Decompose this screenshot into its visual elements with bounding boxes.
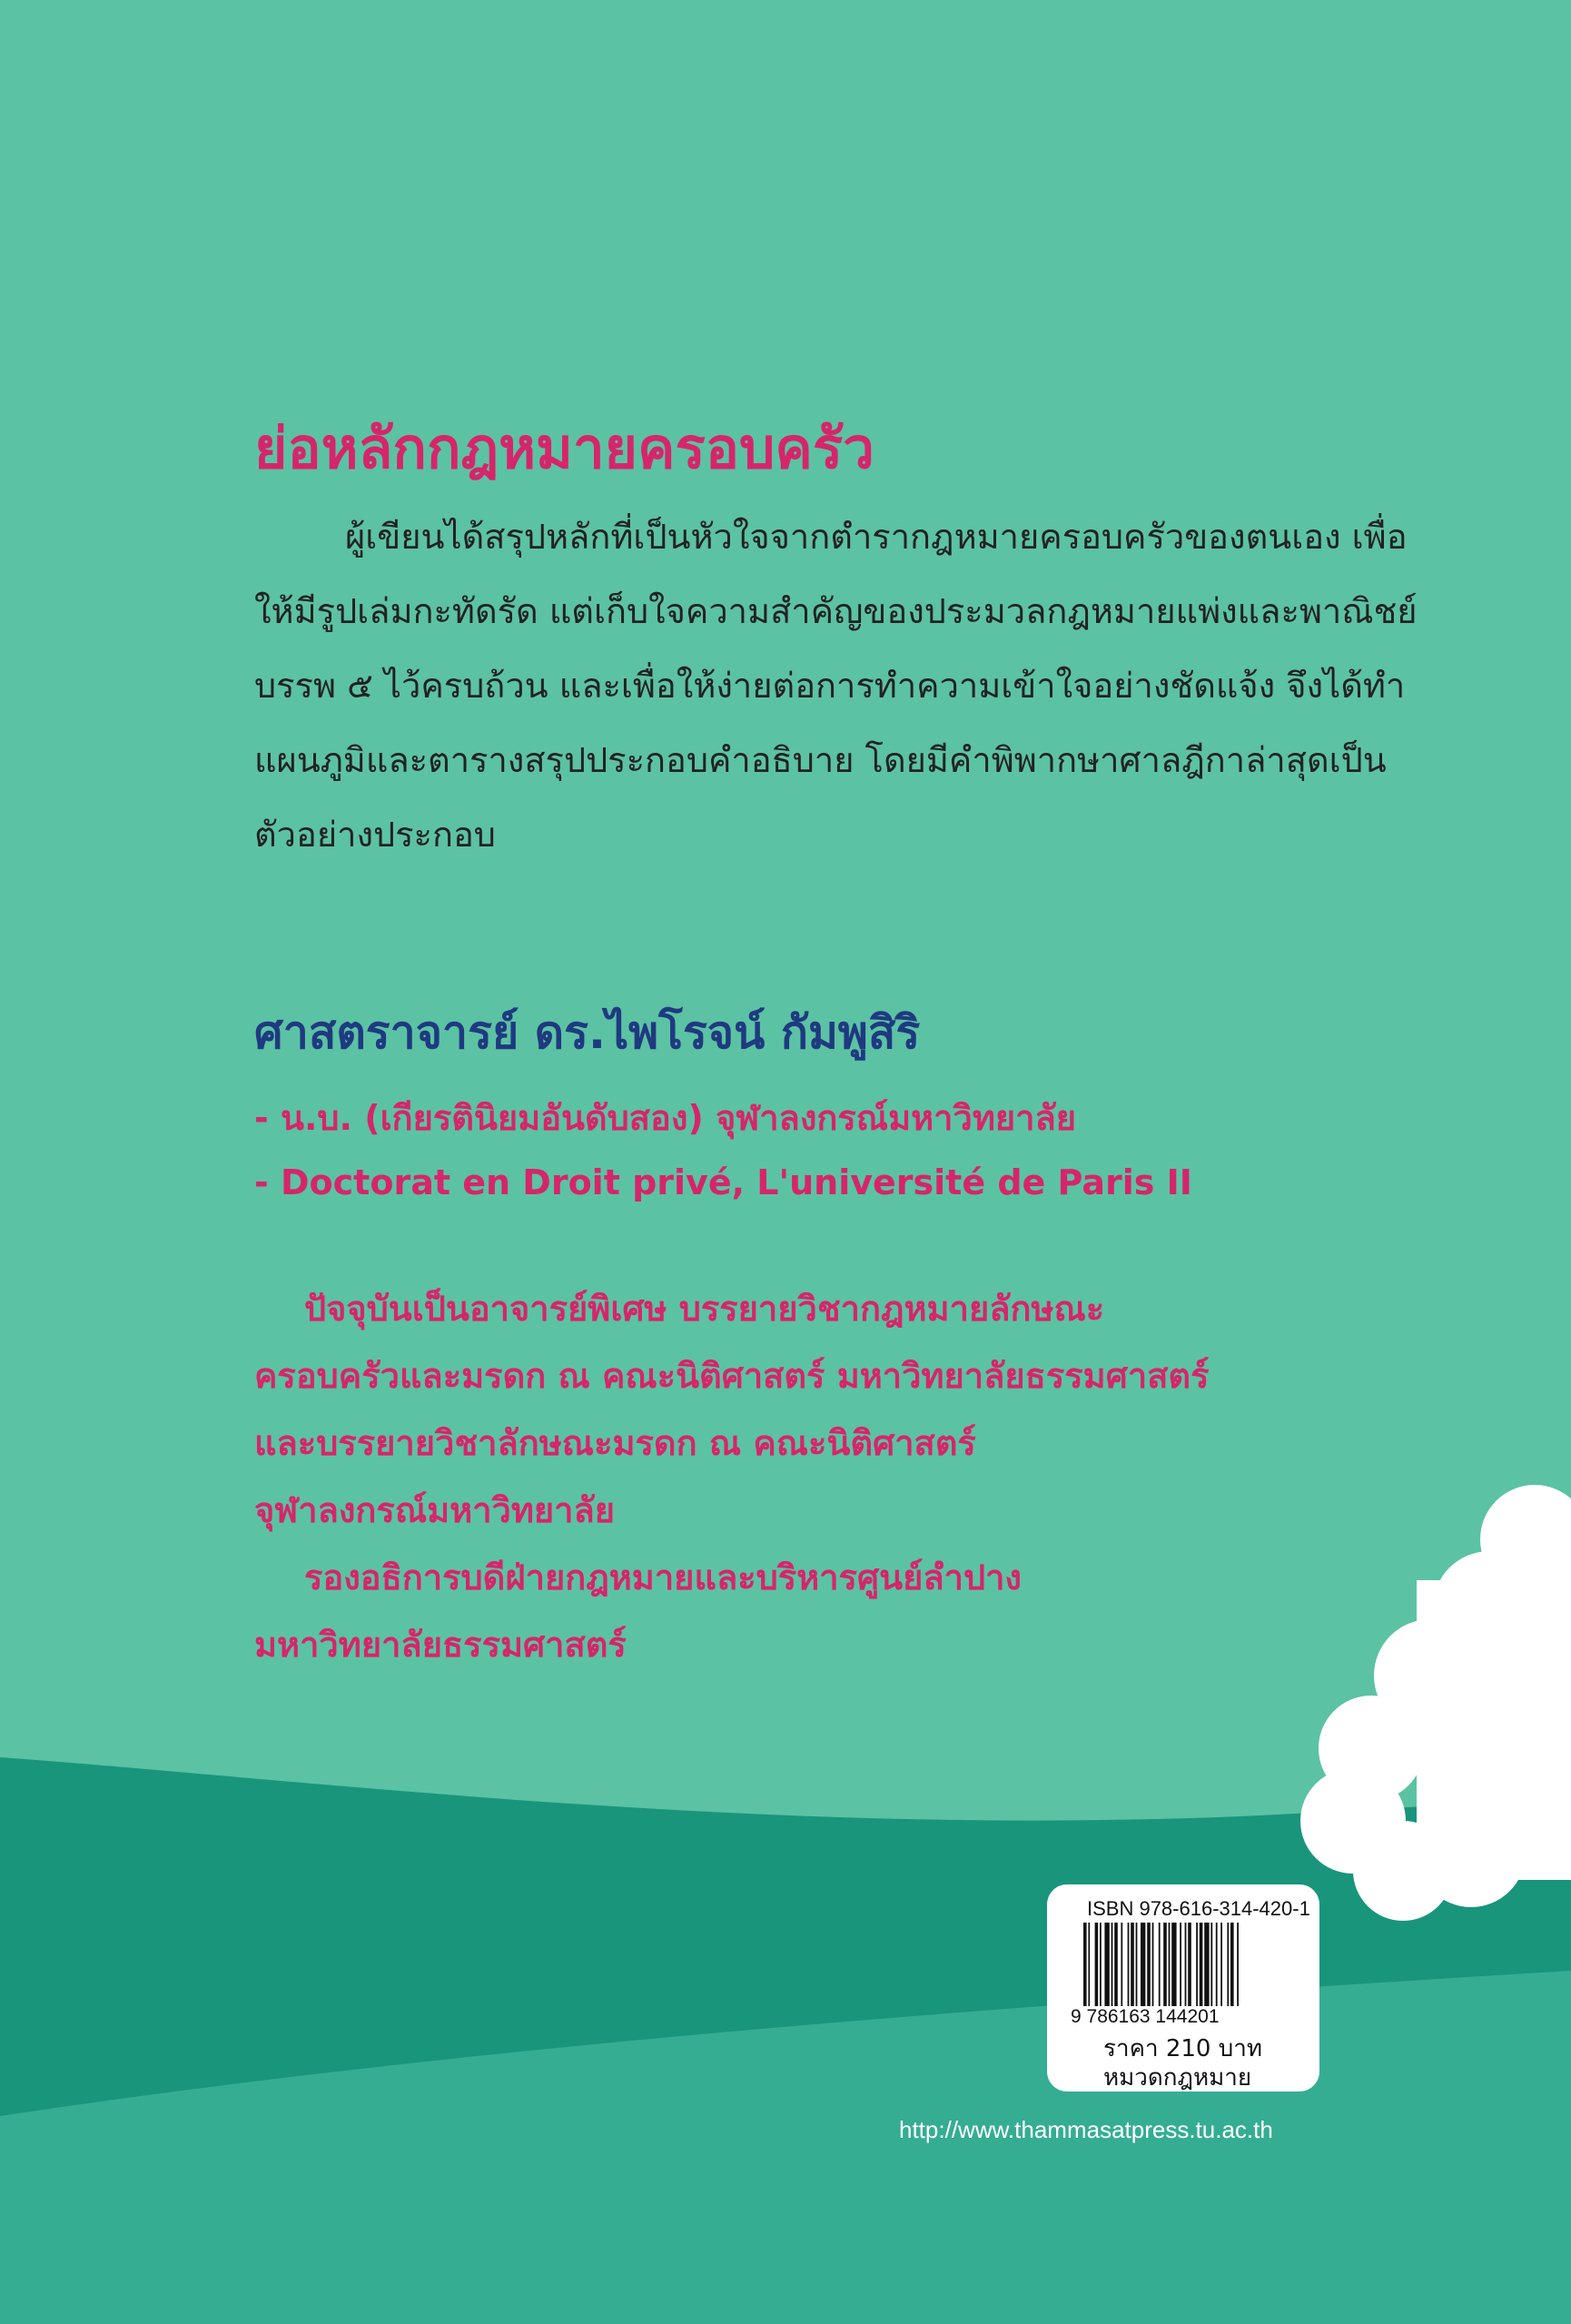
barcode-bar bbox=[1163, 1923, 1167, 2006]
description-line: บรรพ ๕ ไว้ครบถ้วน และเพื่อให้ง่ายต่อการทำความเข้าใจอย่างชัดแจ้ง จึงได้ทำ bbox=[254, 666, 1406, 706]
barcode-bar bbox=[1083, 1923, 1087, 2006]
barcode-bar bbox=[1171, 1923, 1176, 2006]
barcode-bar bbox=[1196, 1923, 1198, 2006]
bio-line: และบรรยายวิชาลักษณะมรดก ณ คณะนิติศาสตร์ bbox=[254, 1423, 976, 1463]
barcode-bar bbox=[1237, 1923, 1239, 2006]
description-line: แผนภูมิและตารางสรุปประกอบคำอธิบาย โดยมีคำพิพากษาศาลฎีกาล่าสุดเป็น bbox=[254, 740, 1387, 780]
barcode-bar bbox=[1147, 1923, 1151, 2006]
bio-line: ปัจจุบันเป็นอาจารย์พิเศษ บรรยายวิชากฎหมายลักษณะ bbox=[304, 1289, 1105, 1329]
bio-line: รองอธิการบดีฝ่ายกฎหมายและบริหารศูนย์ลำปาง bbox=[304, 1558, 1022, 1597]
barcode-bar bbox=[1230, 1923, 1234, 2006]
barcode-bar bbox=[1141, 1923, 1145, 2006]
barcode-bar bbox=[1100, 1923, 1102, 2006]
author-degree: - น.บ. (เกียรตินิยมอันดับสอง) จุฬาลงกรณ์มหาวิทยาลัย bbox=[254, 1098, 1077, 1138]
author-name: ศาสตราจารย์ ดร.ไพโรจน์ กัมพูสิริ bbox=[254, 1006, 921, 1059]
barcode-bar bbox=[1159, 1923, 1161, 2006]
barcode-bar bbox=[1204, 1923, 1209, 2006]
isbn-label: ISBN 978-616-314-420-1 bbox=[1087, 1897, 1310, 1920]
barcode-bar bbox=[1216, 1923, 1218, 2006]
barcode-digits: 9 786163 144201 bbox=[1071, 2006, 1220, 2027]
barcode-icon bbox=[1083, 1923, 1285, 2006]
price-label: ราคา 210 บาท bbox=[1103, 2035, 1262, 2062]
author-degree: - Doctorat en Droit privé, L'université de Paris II bbox=[254, 1162, 1192, 1202]
barcode-bar bbox=[1112, 1923, 1113, 2006]
category-label: หมวดกฎหมาย bbox=[1103, 2064, 1252, 2092]
barcode-bar bbox=[1114, 1923, 1118, 2006]
description-line: ให้มีรูปเล่มกะทัดรัด แต่เก็บใจความสำคัญของประมวลกฎหมายแพ่งและพาณิชย์ bbox=[254, 591, 1418, 631]
barcode-bar bbox=[1169, 1923, 1171, 2006]
barcode-bar bbox=[1121, 1923, 1122, 2006]
description-line: ตัวอย่างประกอบ bbox=[254, 815, 496, 855]
barcode-bar bbox=[1104, 1923, 1109, 2006]
barcode-bar bbox=[1188, 1923, 1191, 2006]
barcode-bar bbox=[1227, 1923, 1229, 2006]
bio-line: มหาวิทยาลัยธรรมศาสตร์ bbox=[254, 1625, 627, 1665]
barcode-bar bbox=[1131, 1923, 1134, 2006]
barcode-bar bbox=[1185, 1923, 1187, 2006]
barcode-bar bbox=[1200, 1923, 1203, 2006]
book-description bbox=[254, 499, 1418, 872]
barcode-bar bbox=[1180, 1923, 1181, 2006]
barcode-bar bbox=[1210, 1923, 1212, 2006]
barcode-bar bbox=[1136, 1923, 1138, 2006]
barcode-bar bbox=[1220, 1923, 1222, 2006]
bio-line: ครอบครัวและมรดก ณ คณะนิติศาสตร์ มหาวิทยาลัยธรรมศาสตร์ bbox=[254, 1356, 1210, 1396]
barcode-bar bbox=[1088, 1923, 1090, 2006]
description-line: ผู้เขียนได้สรุปหลักที่เป็นหัวใจจากตำรากฎหมายครอบครัวของตนเอง เพื่อ bbox=[345, 517, 1408, 557]
publisher-website: http://www.thammasatpress.tu.ac.th bbox=[899, 2116, 1273, 2143]
barcode-bar bbox=[1128, 1923, 1130, 2006]
author-bio bbox=[254, 1275, 1435, 1678]
barcode-bar bbox=[1152, 1923, 1154, 2006]
barcode-panel bbox=[1047, 1884, 1319, 2092]
barcode-bar bbox=[1095, 1923, 1099, 2006]
bio-line: จุฬาลงกรณ์มหาวิทยาลัย bbox=[254, 1490, 616, 1530]
book-title: ย่อหลักกฎหมายครอบครัว bbox=[254, 415, 874, 481]
